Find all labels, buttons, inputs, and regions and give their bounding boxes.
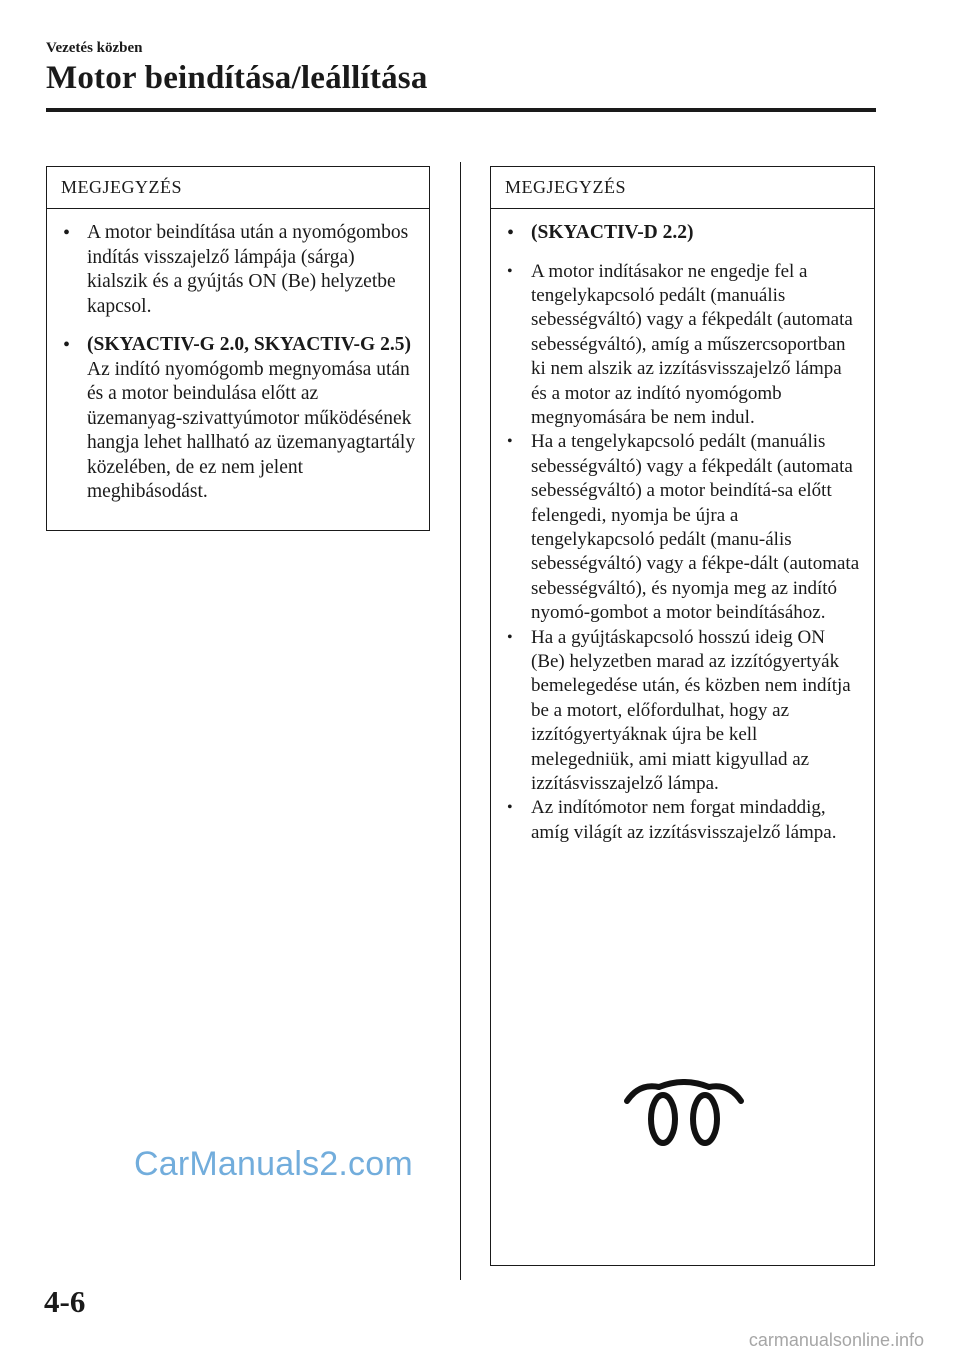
page-title: Motor beindítása/leállítása <box>46 60 428 96</box>
list-item <box>61 333 417 505</box>
bullet: • <box>63 222 71 244</box>
sub-bullet: • <box>507 262 513 280</box>
page-number: 4-6 <box>44 1284 86 1319</box>
sub-item-text: Az indítómotor nem forgat mindaddig, amíg világít az izzításvisszajelző lámpa. <box>531 797 837 843</box>
watermark: CarManuals2.com <box>134 1145 413 1183</box>
list-item <box>505 221 862 246</box>
note-heading: MEGJEGYZÉS <box>491 167 874 209</box>
sub-bullet: • <box>507 799 513 817</box>
sub-item-text: A motor indításakor ne engedje fel a tengelykapcsoló pedált (manuális sebességváltó) vagy a fékpedált (automata sebességváltó), amíg a műszercsoportban ki nem alszik az izzításvisszajelző lámpa és a motor az indító nyomógomb megnyomására be nem indul. <box>531 260 853 428</box>
glow-plug-indicator-icon <box>621 1079 747 1149</box>
sub-item-text: Ha a gyújtáskapcsoló hosszú ideig ON (Be) helyzetben marad az izzítógyertyák bemelegedése után, és közben nem indítja be a motort, előfordulhat, hogy az izzítógyertyáknak újra be kell melegedniük, ami miatt kigyullad az izzításvisszajelző lámpa. <box>531 626 851 795</box>
note-body <box>491 209 874 845</box>
section-label: Vezetés közben <box>46 40 143 56</box>
sub-list <box>505 260 862 846</box>
item-text: Az indító nyomógomb megnyomása után és a motor beindulása előtt az üzemanyag-szivattyúmotor működésének hangja lehet hallható az üzemanyagtartály közelében, de ez nem jelent meghibásodást. <box>87 358 416 502</box>
bullet: • <box>507 222 515 244</box>
note-box-left <box>46 166 430 531</box>
item-text: A motor beindítása után a nyomógombos indítás visszajelző lámpája (sárga) kialszik és a gyújtás ON (Be) helyzetbe kapcsol. <box>87 222 409 317</box>
item-heading: (SKYACTIV-G 2.0, SKYACTIV-G 2.5) <box>87 334 411 355</box>
list-item <box>61 221 417 319</box>
sub-item-text: Ha a tengelykapcsoló pedált (manuális sebességváltó) vagy a fékpedált (automata sebességváltó) a motor beindítá-sa előtt felengedi, nyomja be újra a tengelykapcsoló pedált (manu-ális sebességváltó) vagy a fékpe-dált (automata sebességváltó), és nyomja meg az indító nyomó-gombot a motor beindításához. <box>531 431 860 624</box>
sub-list-item <box>505 626 862 797</box>
sub-bullet: • <box>507 433 513 451</box>
sub-list-item <box>505 260 862 431</box>
footer-source: carmanualsonline.info <box>748 1330 924 1350</box>
sub-list-item <box>505 430 862 625</box>
note-body <box>47 209 429 505</box>
sub-bullet: • <box>507 628 513 646</box>
note-heading: MEGJEGYZÉS <box>47 167 429 209</box>
column-divider <box>460 162 461 1280</box>
item-heading: (SKYACTIV-D 2.2) <box>531 222 694 243</box>
title-rule <box>46 108 876 112</box>
bullet: • <box>63 334 71 356</box>
sub-list-item <box>505 796 862 845</box>
note-box-right <box>490 166 875 1266</box>
